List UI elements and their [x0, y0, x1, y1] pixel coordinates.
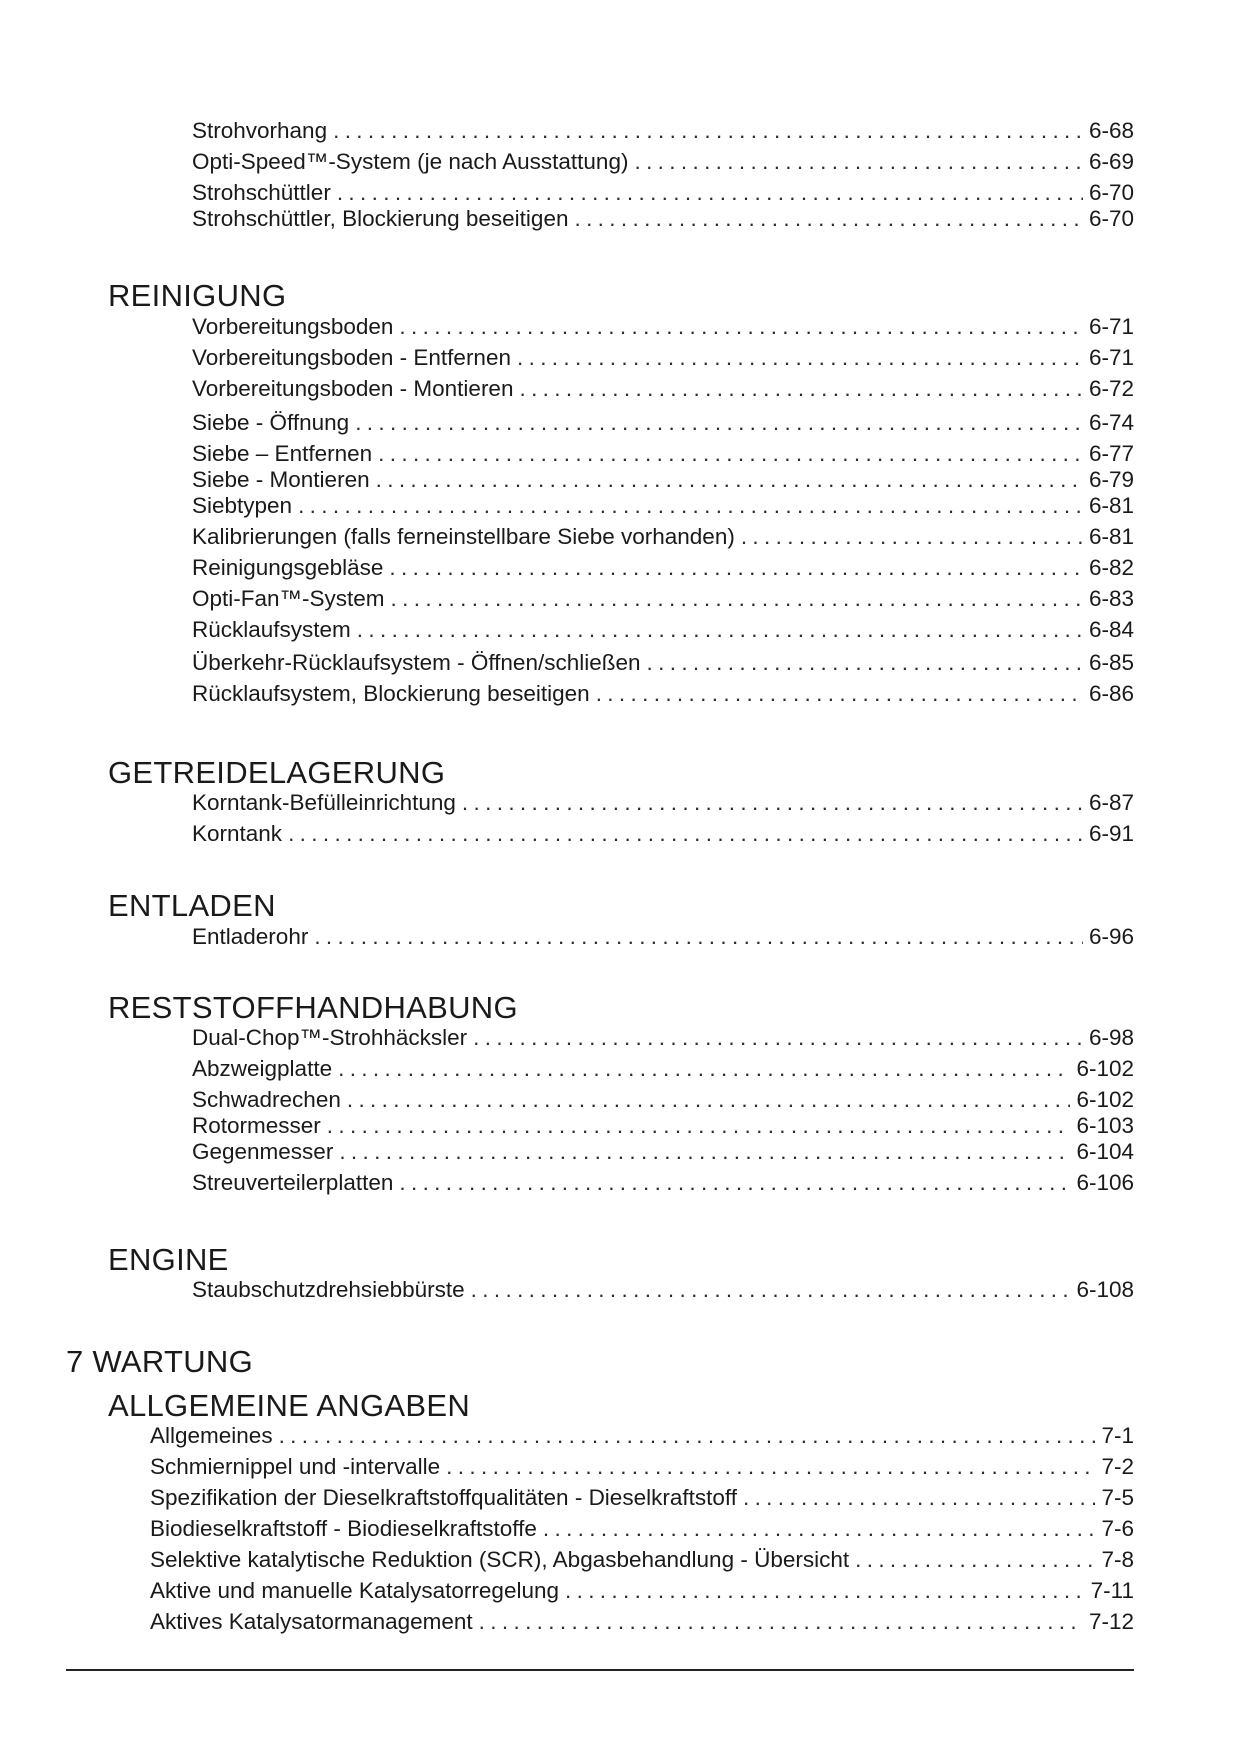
toc-entry-page: 7-6	[1101, 1516, 1134, 1541]
toc-entry-title: Streuverteilerplatten	[192, 1170, 394, 1195]
toc-entry-page: 6-98	[1088, 1025, 1134, 1050]
toc-entry[interactable]	[150, 1454, 1134, 1480]
toc-entry[interactable]	[150, 1485, 1134, 1511]
toc-entry-title: Schwadrechen	[192, 1087, 341, 1112]
section-heading-entladen: ENTLADEN	[108, 888, 276, 923]
toc-entry[interactable]	[192, 467, 1134, 493]
toc-entry-page: 6-85	[1088, 650, 1134, 675]
dot-leader	[338, 1056, 1070, 1082]
dot-leader	[855, 1547, 1095, 1573]
dot-leader	[298, 493, 1083, 519]
toc-entry-title: Allgemeines	[150, 1423, 273, 1448]
dot-leader	[389, 555, 1083, 581]
toc-entry-title: Gegenmesser	[192, 1139, 334, 1164]
toc-entry[interactable]	[192, 924, 1134, 950]
toc-entry-title: Rotormesser	[192, 1113, 321, 1138]
toc-entry-page: 6-84	[1088, 617, 1134, 642]
toc-entry-page: 6-81	[1088, 524, 1134, 549]
chapter-heading-wartung: 7 WARTUNG	[66, 1344, 253, 1379]
toc-entry-page: 6-83	[1088, 586, 1134, 611]
toc-entry-title: Selektive katalytische Reduktion (SCR), Abgasbehandlung - Übersicht	[150, 1547, 850, 1572]
toc-entry-title: Staubschutzdrehsiebbürste	[192, 1277, 465, 1302]
dot-leader	[333, 118, 1083, 144]
toc-entry-page: 6-74	[1088, 410, 1134, 435]
toc-entry[interactable]	[192, 1170, 1134, 1196]
toc-entry[interactable]	[192, 314, 1134, 340]
toc-entry-page: 6-106	[1076, 1170, 1134, 1195]
toc-entry-title: Kalibrierungen (falls ferneinstellbare Siebe vorhanden)	[192, 524, 735, 549]
section-heading-reinigung: REINIGUNG	[108, 278, 287, 313]
toc-entry-title: Strohschüttler, Blockierung beseitigen	[192, 206, 569, 231]
toc-entry-title: Reinigungsgebläse	[192, 555, 384, 580]
toc-entry-title: Rücklaufsystem	[192, 617, 351, 642]
toc-entry[interactable]	[192, 1087, 1134, 1113]
toc-entry[interactable]	[192, 345, 1134, 371]
toc-entry-title: Siebe – Entfernen	[192, 441, 373, 466]
toc-entry-page: 6-68	[1088, 118, 1134, 143]
toc-entry[interactable]	[192, 1113, 1134, 1139]
dot-leader	[339, 1139, 1070, 1165]
toc-entry-page: 6-91	[1088, 821, 1134, 846]
toc-entry[interactable]	[192, 1025, 1134, 1051]
toc-entry-page: 7-5	[1101, 1485, 1134, 1510]
toc-entry-title: Strohvorhang	[192, 118, 328, 143]
toc-entry-page: 6-69	[1088, 149, 1134, 174]
toc-entry-page: 6-108	[1076, 1277, 1134, 1302]
toc-entry-title: Schmiernippel und -intervalle	[150, 1454, 441, 1479]
toc-entry[interactable]	[192, 681, 1134, 707]
dot-leader	[347, 1087, 1071, 1113]
toc-entry-title: Aktives Katalysatormanagement	[150, 1609, 473, 1634]
dot-leader	[647, 650, 1083, 676]
toc-entry-title: Korntank	[192, 821, 283, 846]
dot-leader	[462, 790, 1083, 816]
dot-leader	[288, 821, 1083, 847]
toc-entry-title: Opti-Speed™-System (je nach Ausstattung)	[192, 149, 629, 174]
toc-entry-page: 6-71	[1088, 345, 1134, 370]
toc-entry-page: 7-8	[1101, 1547, 1134, 1572]
toc-entry-title: Strohschüttler	[192, 180, 331, 205]
dot-leader	[471, 1277, 1071, 1303]
dot-leader	[517, 345, 1083, 371]
toc-entry[interactable]	[192, 586, 1134, 612]
dot-leader	[543, 1516, 1096, 1542]
toc-entry-page: 6-81	[1088, 493, 1134, 518]
toc-entry[interactable]	[192, 790, 1134, 816]
section-heading-engine: ENGINE	[108, 1242, 229, 1277]
dot-leader	[574, 206, 1082, 232]
toc-entry-title: Spezifikation der Dieselkraftstoffqualitäten - Dieselkraftstoff	[150, 1485, 737, 1510]
dot-leader	[446, 1454, 1095, 1480]
toc-entry-page: 6-96	[1088, 924, 1134, 949]
toc-entry[interactable]	[192, 493, 1134, 519]
toc-entry-page: 6-104	[1076, 1139, 1134, 1164]
toc-entry[interactable]	[192, 441, 1134, 467]
toc-entry-title: Abzweigplatte	[192, 1056, 333, 1081]
toc-entry[interactable]	[150, 1516, 1134, 1542]
toc-entry-title: Biodieselkraftstoff - Biodieselkraftstoffe	[150, 1516, 537, 1541]
toc-entry-title: Siebtypen	[192, 493, 293, 518]
toc-entry-title: Dual-Chop™-Strohhäcksler	[192, 1025, 468, 1050]
toc-entry-page: 6-71	[1088, 314, 1134, 339]
dot-leader	[357, 617, 1083, 643]
dot-leader	[399, 314, 1083, 340]
toc-entry-page: 6-102	[1076, 1056, 1134, 1081]
toc-entry-title: Siebe - Öffnung	[192, 410, 350, 435]
toc-entry[interactable]	[192, 376, 1134, 402]
section-heading-allgemeine-angaben: ALLGEMEINE ANGABEN	[108, 1388, 471, 1423]
dot-leader	[565, 1578, 1085, 1604]
toc-entry[interactable]	[192, 1277, 1134, 1303]
toc-entry-title: Entladerohr	[192, 924, 309, 949]
toc-entry-title: Aktive und manuelle Katalysatorregelung	[150, 1578, 559, 1603]
dot-leader	[391, 586, 1083, 612]
dot-leader	[327, 1113, 1071, 1139]
toc-entry-title: Rücklaufsystem, Blockierung beseitigen	[192, 681, 590, 706]
toc-entry[interactable]	[192, 617, 1134, 643]
toc-entry[interactable]	[192, 524, 1134, 550]
section-heading-reststoffhandhabung: RESTSTOFFHANDHABUNG	[108, 990, 518, 1025]
toc-entry[interactable]	[150, 1578, 1134, 1604]
toc-entry-page: 6-87	[1088, 790, 1134, 815]
toc-entry-title: Opti-Fan™-System	[192, 586, 385, 611]
toc-entry[interactable]	[150, 1423, 1134, 1449]
toc-entry-title: Korntank-Befülleinrichtung	[192, 790, 456, 815]
toc-entry[interactable]	[192, 555, 1134, 581]
footer-rule	[66, 1669, 1134, 1671]
dot-leader	[479, 1609, 1083, 1635]
toc-entry-page: 6-70	[1088, 206, 1134, 231]
toc-entry-title: Vorbereitungsboden - Entfernen	[192, 345, 511, 370]
toc-entry[interactable]	[192, 206, 1134, 232]
toc-entry-title: Siebe - Montieren	[192, 467, 370, 492]
toc-entry[interactable]	[192, 650, 1134, 676]
dot-leader	[743, 1485, 1096, 1511]
dot-leader	[596, 681, 1083, 707]
toc-entry[interactable]	[192, 180, 1134, 206]
toc-entry-page: 7-2	[1101, 1454, 1134, 1479]
toc-entry-title: Überkehr-Rücklaufsystem - Öffnen/schließen	[192, 650, 641, 675]
dot-leader	[337, 180, 1083, 206]
dot-leader	[399, 1170, 1070, 1196]
toc-entry-page: 7-1	[1101, 1423, 1134, 1448]
toc-entry-page: 6-103	[1076, 1113, 1134, 1138]
dot-leader	[519, 376, 1082, 402]
toc-entry[interactable]	[150, 1609, 1134, 1635]
toc-entry[interactable]	[192, 118, 1134, 144]
toc-entry[interactable]	[192, 149, 1134, 175]
toc-entry-page: 6-79	[1088, 467, 1134, 492]
toc-entry[interactable]	[192, 821, 1134, 847]
dot-leader	[314, 924, 1083, 950]
dot-leader	[376, 467, 1083, 493]
toc-entry-page: 6-72	[1088, 376, 1134, 401]
toc-entry[interactable]	[150, 1547, 1134, 1573]
toc-entry-page: 6-70	[1088, 180, 1134, 205]
dot-leader	[279, 1423, 1096, 1449]
toc-entry[interactable]	[192, 1139, 1134, 1165]
dot-leader	[634, 149, 1082, 175]
dot-leader	[355, 410, 1083, 436]
toc-entry-page: 7-12	[1088, 1609, 1134, 1634]
toc-entry[interactable]	[192, 1056, 1134, 1082]
dot-leader	[473, 1025, 1083, 1051]
toc-entry-title: Vorbereitungsboden - Montieren	[192, 376, 514, 401]
toc-entry-page: 6-77	[1088, 441, 1134, 466]
toc-entry-page: 7-11	[1090, 1578, 1134, 1603]
toc-entry-page: 6-102	[1076, 1087, 1134, 1112]
toc-entry-page: 6-86	[1088, 681, 1134, 706]
toc-entry-title: Vorbereitungsboden	[192, 314, 394, 339]
toc-entry-page: 6-82	[1088, 555, 1134, 580]
toc-entry[interactable]	[192, 410, 1134, 436]
dot-leader	[378, 441, 1083, 467]
section-heading-getreidelagerung: GETREIDELAGERUNG	[108, 755, 446, 790]
dot-leader	[741, 524, 1083, 550]
